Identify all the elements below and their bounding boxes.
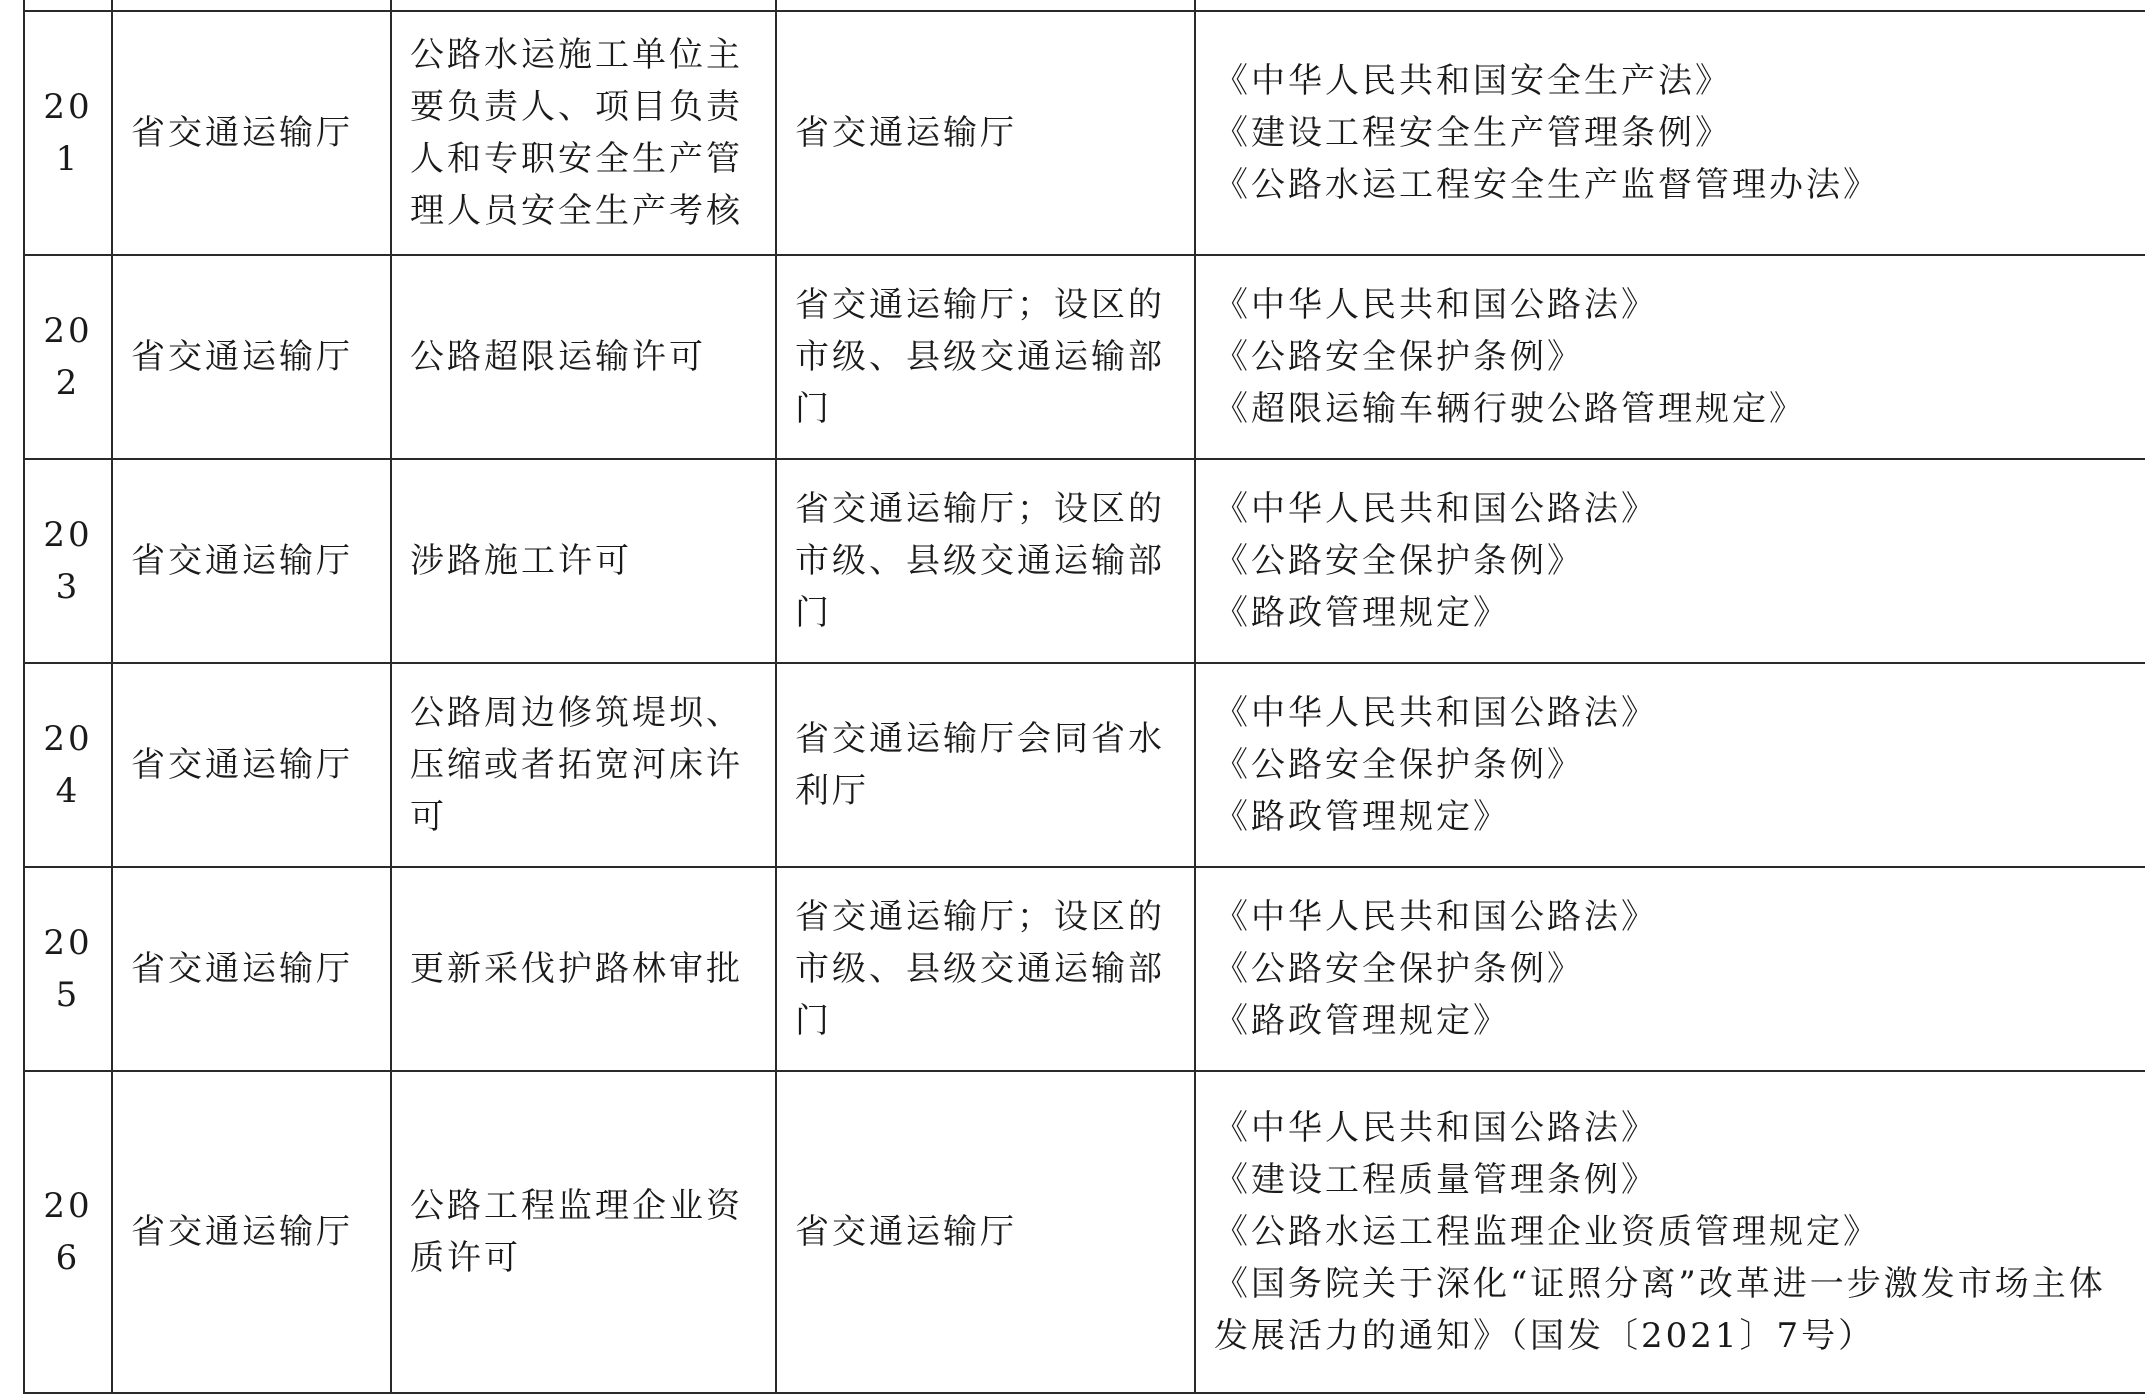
row-number: 206 (24, 1071, 112, 1393)
legal-basis-line: 《国务院关于深化“证照分离”改革进一步激发市场主体发展活力的通知》（国发〔2021〕7号） (1214, 1264, 2106, 1356)
table-row (24, 255, 2145, 459)
legal-basis-line: 《中华人民共和国公路法》 (1214, 489, 1658, 529)
legal-basis-cell (1195, 1071, 2145, 1393)
department-cell: 省交通运输厅 (112, 11, 391, 255)
department-cell: 省交通运输厅 (112, 459, 391, 663)
implementer-cell: 省交通运输厅 (776, 11, 1195, 255)
legal-basis-line: 《公路安全保护条例》 (1214, 337, 1584, 377)
legal-basis-line: 《公路安全保护条例》 (1214, 745, 1584, 785)
legal-basis-line: 《公路安全保护条例》 (1214, 949, 1584, 989)
permit-table (23, 0, 2145, 1394)
implementer-cell: 省交通运输厅；设区的市级、县级交通运输部门 (776, 255, 1195, 459)
row-number: 201 (24, 11, 112, 255)
legal-basis-cell (1195, 867, 2145, 1071)
department-cell: 省交通运输厅 (112, 867, 391, 1071)
legal-basis-line: 《公路水运工程安全生产监督管理办法》 (1214, 165, 1880, 205)
legal-basis-line: 《公路水运工程监理企业资质管理规定》 (1214, 1212, 1880, 1252)
implementer-cell: 省交通运输厅；设区的市级、县级交通运输部门 (776, 867, 1195, 1071)
item-cell: 涉路施工许可 (391, 459, 776, 663)
legal-basis-line: 《路政管理规定》 (1214, 1001, 1510, 1041)
legal-basis-cell (1195, 255, 2145, 459)
item-cell: 公路工程监理企业资质许可 (391, 1071, 776, 1393)
implementer-cell: 省交通运输厅 (776, 1071, 1195, 1393)
implementer-cell: 省交通运输厅；设区的市级、县级交通运输部门 (776, 459, 1195, 663)
legal-basis-line: 《中华人民共和国公路法》 (1214, 1108, 1658, 1148)
table-row (24, 459, 2145, 663)
table-row (24, 663, 2145, 867)
table-row (24, 1071, 2145, 1393)
legal-basis-line: 《建设工程安全生产管理条例》 (1214, 113, 1732, 153)
legal-basis-cell (1195, 11, 2145, 255)
row-number: 204 (24, 663, 112, 867)
table-row (24, 11, 2145, 255)
item-cell: 公路超限运输许可 (391, 255, 776, 459)
department-cell: 省交通运输厅 (112, 255, 391, 459)
item-cell: 公路水运施工单位主要负责人、项目负责人和专职安全生产管理人员安全生产考核 (391, 11, 776, 255)
legal-basis-cell (1195, 663, 2145, 867)
department-cell: 省交通运输厅 (112, 663, 391, 867)
legal-basis-line: 《中华人民共和国公路法》 (1214, 285, 1658, 325)
legal-basis-line: 《公路安全保护条例》 (1214, 541, 1584, 581)
table-top-continuation (24, 0, 2145, 11)
legal-basis-line: 《中华人民共和国公路法》 (1214, 897, 1658, 937)
legal-basis-line: 《路政管理规定》 (1214, 593, 1510, 633)
row-number: 202 (24, 255, 112, 459)
item-cell: 公路周边修筑堤坝、压缩或者拓宽河床许可 (391, 663, 776, 867)
legal-basis-line: 《路政管理规定》 (1214, 797, 1510, 837)
legal-basis-cell (1195, 459, 2145, 663)
row-number: 205 (24, 867, 112, 1071)
legal-basis-line: 《中华人民共和国安全生产法》 (1214, 61, 1732, 101)
department-cell: 省交通运输厅 (112, 1071, 391, 1393)
row-number: 203 (24, 459, 112, 663)
table-row (24, 867, 2145, 1071)
implementer-cell: 省交通运输厅会同省水利厅 (776, 663, 1195, 867)
item-cell: 更新采伐护路林审批 (391, 867, 776, 1071)
legal-basis-line: 《中华人民共和国公路法》 (1214, 693, 1658, 733)
legal-basis-line: 《建设工程质量管理条例》 (1214, 1160, 1658, 1200)
legal-basis-line: 《超限运输车辆行驶公路管理规定》 (1214, 389, 1806, 429)
